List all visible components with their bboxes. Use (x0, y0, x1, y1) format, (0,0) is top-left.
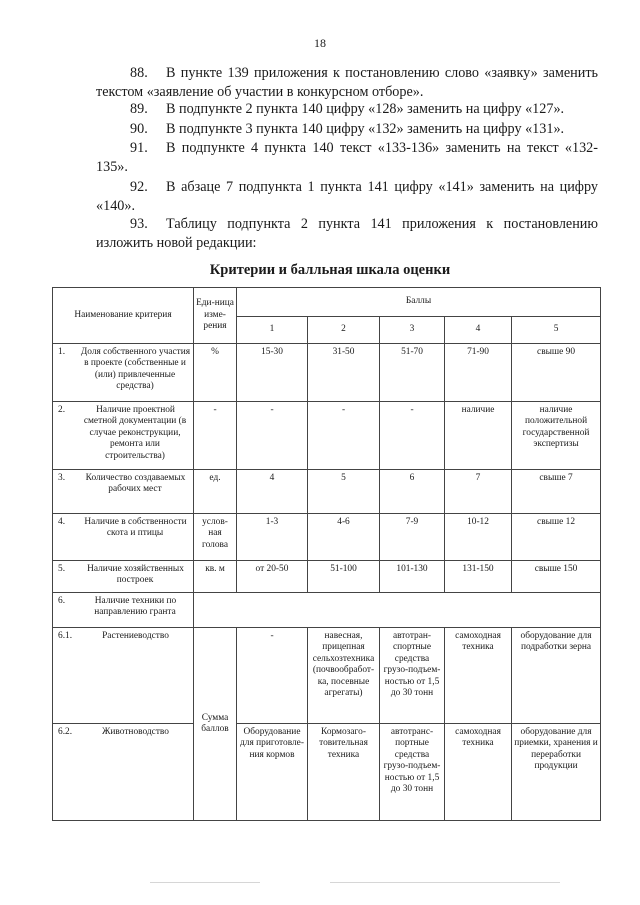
criterion-cell (53, 402, 194, 470)
points-header: Баллы (237, 288, 601, 317)
score-cell: 15-30 (237, 344, 308, 402)
score-cell: автотран-спортные средства грузо-подъем-ностью от 1,5 до 30 тонн (380, 628, 445, 724)
table-row (53, 470, 601, 514)
criterion-name: Доля собственного участия в проекте (собственные и (или) привлеченные средства) (80, 347, 191, 392)
score-cell: самоходная техника (445, 628, 512, 724)
score-cell: Кормозаго-товительная техника (308, 724, 380, 821)
scan-mark (150, 882, 260, 883)
criterion-cell (53, 628, 194, 724)
scan-mark (330, 882, 560, 883)
criterion-cell (53, 593, 194, 628)
criterion-cell (53, 344, 194, 402)
header-row (53, 288, 601, 317)
paragraph-number: 89. (130, 101, 148, 117)
unit-cell: услов-ная голова (194, 514, 237, 561)
empty-cell (194, 593, 601, 628)
score-cell: свыше 7 (512, 470, 601, 514)
paragraph-number: 92. (130, 179, 148, 195)
paragraph-text: В подпункте 2 пункта 140 цифру «128» заменить на цифру «127». (166, 101, 565, 117)
score-cell: 5 (308, 470, 380, 514)
score-cell: 1-3 (237, 514, 308, 561)
score-header: 1 (237, 317, 308, 344)
paragraph-text: В абзаце 7 подпункта 1 пункта 141 цифру «141» заменить на цифру «140». (96, 179, 598, 214)
score-cell: 131-150 (445, 561, 512, 593)
row-number: 5. (58, 564, 66, 574)
row-number: 6. (58, 596, 66, 606)
score-cell: 101-130 (380, 561, 445, 593)
criterion-cell (53, 724, 194, 821)
table-row (53, 724, 601, 821)
paragraph-number: 88. (130, 65, 148, 81)
sum-unit-cell: Сумма баллов (194, 628, 237, 821)
paragraph-text: В подпункте 3 пункта 140 цифру «132» заменить на цифру «131». (166, 121, 565, 137)
score-header: 2 (308, 317, 380, 344)
paragraph-92 (96, 178, 598, 216)
criterion-name: Количество создаваемых рабочих мест (85, 473, 186, 495)
score-cell: свыше 12 (512, 514, 601, 561)
table-row (53, 344, 601, 402)
page-number: 18 (314, 36, 326, 50)
score-cell: - (237, 402, 308, 470)
score-cell: Оборудование для приготовле-ния кормов (237, 724, 308, 821)
criterion-name: Наличие хозяйственных построек (87, 564, 184, 586)
unit-cell: - (194, 402, 237, 470)
score-cell: 7-9 (380, 514, 445, 561)
row-number: 4. (58, 517, 66, 527)
criterion-name: Наличие проектной сметной документации (в случае реконструкции, ремонта или строительства) (83, 405, 187, 461)
score-cell: от 20-50 (237, 561, 308, 593)
criterion-cell (53, 470, 194, 514)
criterion-cell (53, 514, 194, 561)
score-cell: - (308, 402, 380, 470)
score-cell: 4-6 (308, 514, 380, 561)
score-cell: оборудование для приемки, хранения и переработки продукции (512, 724, 601, 821)
score-cell: оборудование для подработки зерна (512, 628, 601, 724)
score-cell: 4 (237, 470, 308, 514)
score-cell: свыше 150 (512, 561, 601, 593)
score-cell: 10-12 (445, 514, 512, 561)
paragraph-number: 93. (130, 216, 148, 232)
criterion-name: Наличие в собственности скота и птицы (84, 517, 187, 539)
table-row (53, 593, 601, 628)
table-title: Критерии и балльная шкала оценки (209, 262, 451, 278)
table-row (53, 561, 601, 593)
criterion-name: Наличие техники по направлению гранта (94, 596, 177, 618)
score-cell: 51-100 (308, 561, 380, 593)
table-row (53, 402, 601, 470)
score-cell: 71-90 (445, 344, 512, 402)
paragraph-88 (96, 64, 598, 102)
score-cell: наличие положительной государственной экспертизы (512, 402, 601, 470)
paragraph-number: 91. (130, 140, 148, 156)
paragraph-89 (96, 100, 598, 119)
criteria-table (52, 287, 601, 821)
table-row (53, 514, 601, 561)
row-number: 1. (58, 347, 66, 357)
paragraph-90 (96, 120, 598, 139)
criterion-name: Растениеводство (102, 631, 169, 641)
score-cell: 7 (445, 470, 512, 514)
score-cell: автотранс-портные средства грузо-подъем-ностью от 1,5 до 30 тонн (380, 724, 445, 821)
row-number: 3. (58, 473, 66, 483)
table-row (53, 628, 601, 724)
paragraph-text: Таблицу подпункта 2 пункта 141 приложения к постановлению изложить новой редакции: (96, 216, 598, 251)
paragraph-number: 90. (130, 121, 148, 137)
unit-cell: ед. (194, 470, 237, 514)
score-header: 5 (512, 317, 601, 344)
score-cell: навесная, прицепная сельхозтехника (почвообработ-ка, посевные агрегаты) (308, 628, 380, 724)
score-header: 3 (380, 317, 445, 344)
criterion-cell (53, 561, 194, 593)
score-cell: 31-50 (308, 344, 380, 402)
score-cell: - (237, 628, 308, 724)
paragraph-93 (96, 215, 598, 253)
row-number: 6.2. (58, 727, 73, 737)
unit-cell: % (194, 344, 237, 402)
paragraph-text: В подпункте 4 пункта 140 текст «133-136» заменить на текст «132-135». (96, 140, 598, 175)
score-cell: - (380, 402, 445, 470)
paragraph-text: В пункте 139 приложения к постановлению слово «заявку» заменить текстом «заявление об участии в конкурсном отборе». (96, 65, 598, 100)
unit-cell: кв. м (194, 561, 237, 593)
score-cell: свыше 90 (512, 344, 601, 402)
row-number: 2. (58, 405, 66, 415)
criterion-name: Животноводство (101, 727, 169, 737)
score-cell: 6 (380, 470, 445, 514)
paragraph-91 (96, 139, 598, 177)
score-cell: наличие (445, 402, 512, 470)
score-cell: самоходная техника (445, 724, 512, 821)
score-header: 4 (445, 317, 512, 344)
score-cell: 51-70 (380, 344, 445, 402)
unit-header: Еди-ница изме-рения (194, 288, 237, 344)
row-number: 6.1. (58, 631, 73, 641)
criterion-header: Наименование критерия (53, 288, 194, 344)
